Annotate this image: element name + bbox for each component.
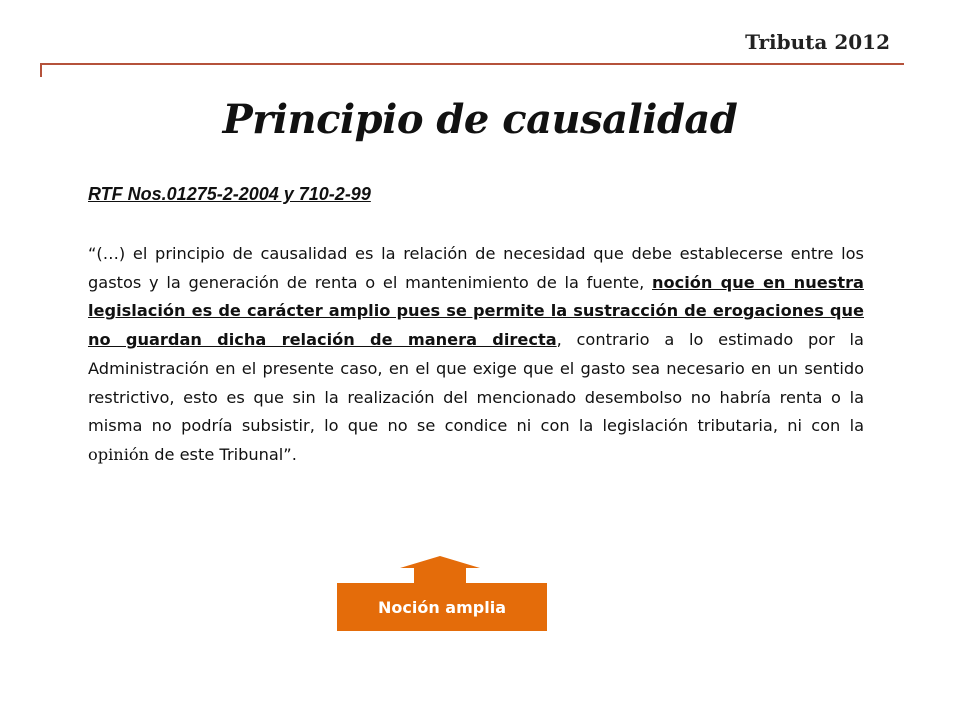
quote-part-1: “(…) el principio de causalidad es la relación de necesidad que debe establecerse entre los gastos y la generación de renta o el mantenimiento de la fuente, — [88, 244, 864, 292]
up-arrow-icon — [400, 556, 480, 584]
quote-emphasis: noción que en nuestra legislación es de carácter amplio pues se permite la sustracción de erogaciones que no guardan dicha relación de manera directa — [88, 272, 864, 350]
header-brand: Tributa 2012 — [745, 30, 890, 54]
subtitle-reference: RTF Nos.01275-2-2004 y 710-2-99 — [88, 184, 371, 204]
header-rule-tick — [40, 63, 42, 77]
quote-serif-word: opinión — [88, 444, 150, 464]
quote-part-2: , contrario a lo estimado por la Administración en el presente caso, en el que exige que el gasto sea necesario en un sentido restrictivo, esto es que sin la realización del mencionado desembolso no habría renta o la misma no podría subsistir, lo que no se condice ni con la legislación tributaria, ni con la — [88, 330, 864, 436]
callout-nocion-amplia: Noción amplia — [337, 583, 547, 631]
body-quote — [88, 240, 864, 470]
header-rule — [40, 63, 904, 65]
page-title: Principio de causalidad — [222, 96, 738, 143]
quote-part-3: de este Tribunal”. — [149, 444, 297, 464]
